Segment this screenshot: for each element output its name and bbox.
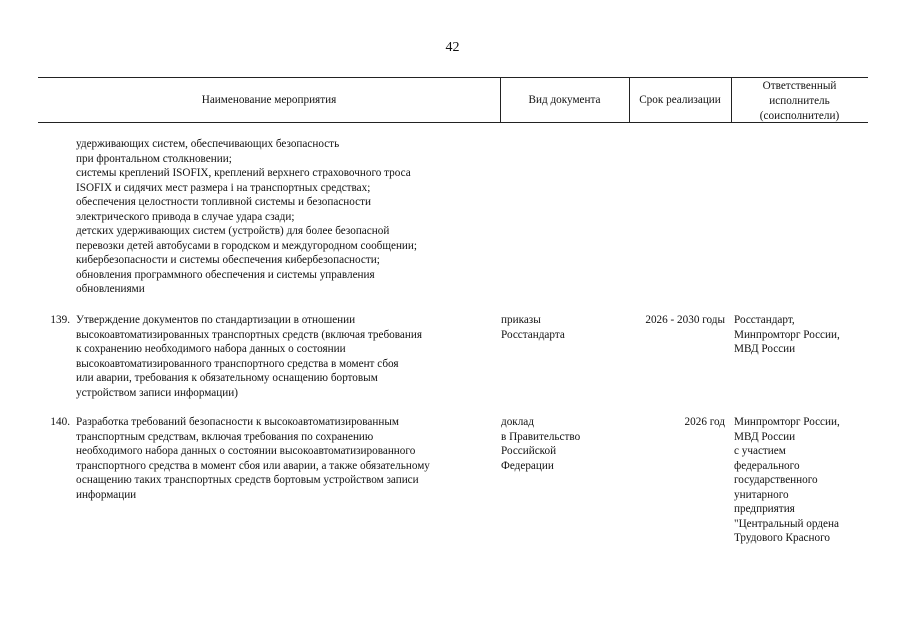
header-responsible [731, 78, 868, 123]
header-responsible-line: Ответственный [762, 79, 837, 92]
text-line: высокоавтоматизированных транспортных средств (включая требования [76, 328, 422, 341]
text-line: Минпромторг России, [734, 416, 840, 428]
text-line: системы креплений ISOFIX, креплений верхнего страховочного троса [76, 167, 411, 179]
text-line: приказы [501, 314, 541, 326]
text-line: федерального [734, 459, 800, 472]
text-line: удерживающих систем, обеспечивающих безопасность [76, 138, 340, 150]
text-line: МВД России [734, 430, 796, 443]
text-line: предприятия [734, 503, 795, 515]
row-term: 2026 - 2030 годы [645, 314, 725, 326]
header-doc-type: Вид документа [528, 93, 601, 106]
header-name: Наименование мероприятия [201, 93, 337, 106]
text-line: транспортного средства в момент сбоя или аварии, а также обязательному [76, 459, 430, 472]
text-line: в Правительство [501, 430, 581, 443]
text-line: кибербезопасности и системы обеспечения кибербезопасности; [76, 254, 380, 266]
text-line: ISOFIX и сидячих мест размера i на транспортных средствах; [76, 181, 371, 194]
header-responsible-line: (соисполнители) [759, 109, 840, 122]
row-name [76, 415, 481, 502]
text-line: унитарного [734, 488, 789, 501]
text-line: Минпромторг России, [734, 328, 840, 341]
row-responsible [734, 415, 868, 546]
text-line: перевозки детей автобусами в городском и междугородном сообщении; [76, 239, 418, 252]
text-line: "Центральный ордена [734, 517, 839, 530]
text-line: электрического привода в случае удара сзади; [76, 210, 295, 223]
text-line: транспортным средствам, включая требования по сохранению [76, 430, 374, 443]
row-term: 2026 год [684, 416, 725, 428]
text-line: Утверждение документов по стандартизации в отношении [76, 314, 356, 326]
text-line: Трудового Красного [734, 532, 830, 544]
text-line: оснащению таких транспортных средств бортовым устройством записи [76, 474, 419, 486]
text-line: Росстандарта [501, 328, 565, 341]
text-line: необходимого набора данных о состоянии высокоавтоматизированного [76, 445, 416, 457]
text-line: обновления программного обеспечения и системы управления [76, 268, 375, 281]
text-line: обеспечения целостности топливной системы и безопасности [76, 196, 371, 208]
text-line: к сохранению необходимого набора данных о состоянии [76, 343, 346, 355]
text-line: при фронтальном столкновении; [76, 152, 232, 165]
text-line: Федерации [501, 459, 554, 472]
row-name [76, 313, 481, 400]
row-doc-type [501, 313, 621, 342]
text-line: Разработка требований безопасности к высокоавтоматизированным [76, 416, 399, 428]
header-term: Срок реализации [639, 93, 721, 106]
measures-table [38, 77, 868, 544]
table-header [38, 77, 868, 123]
text-line: МВД России [734, 343, 796, 355]
continued-text [76, 137, 481, 297]
text-line: устройством записи информации) [76, 386, 238, 399]
text-line: высокоавтоматизированного транспортного средства в момент сбоя [76, 357, 399, 370]
header-responsible-line: исполнитель [769, 94, 830, 107]
row-number: 139. [50, 314, 70, 326]
row-responsible [734, 313, 868, 357]
row-number: 140. [50, 416, 70, 428]
text-line: с участием [734, 445, 786, 457]
text-line: детских удерживающих систем (устройств) для более безопасной [76, 225, 390, 237]
text-line: доклад [501, 416, 534, 428]
text-line: Росстандарт, [734, 314, 795, 326]
row-doc-type [501, 415, 621, 473]
text-line: или аварии, требования к обязательному оснащению бортовым [76, 372, 378, 384]
page-number: 42 [445, 40, 460, 55]
text-line: обновлениями [76, 283, 145, 295]
text-line: государственного [734, 474, 818, 486]
text-line: Российской [501, 445, 557, 457]
text-line: информации [76, 488, 137, 501]
